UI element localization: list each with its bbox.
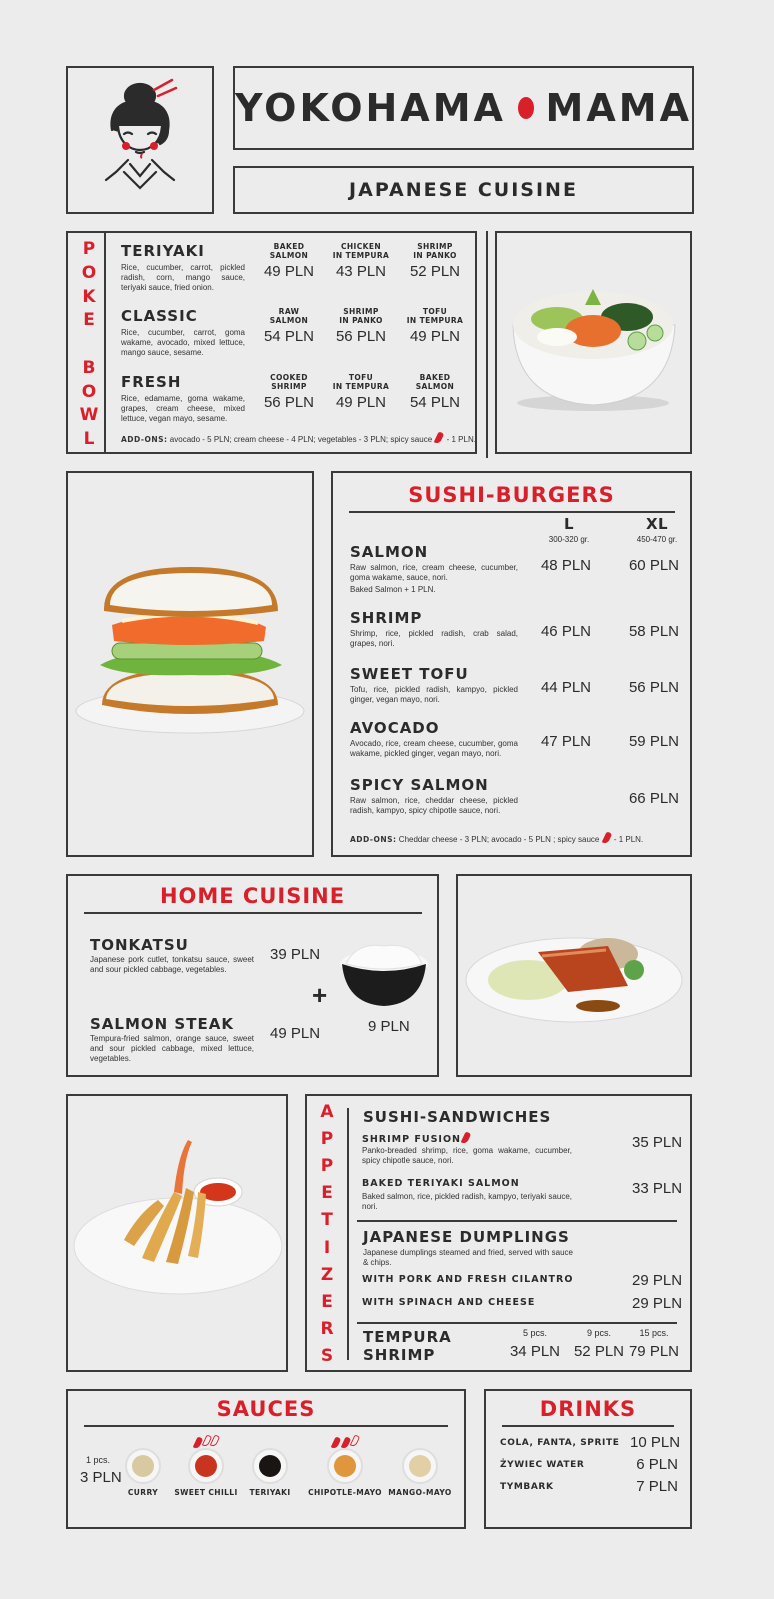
size-xl-label: XL (645, 515, 669, 533)
subtitle-box (233, 166, 694, 214)
drink-price: 7 PLN (636, 1478, 678, 1495)
vertical-letter: K (82, 286, 96, 307)
poke-option-label1: BAKED (273, 242, 305, 251)
home-item-name: TONKATSU (90, 936, 189, 954)
poke-option-price: 54 PLN (263, 328, 315, 345)
vertical-letter: W (79, 405, 99, 426)
drink-price: 6 PLN (636, 1456, 678, 1473)
drinks-title: DRINKS (539, 1397, 637, 1421)
spicy-level-icon (186, 1432, 226, 1451)
sandwich-desc: Panko-breaded shrimp, rice, goma wakame, cucumber, spicy chipotle sauce, nori. (362, 1146, 572, 1165)
tempura-shrimp-image (68, 1096, 286, 1370)
poke-item-desc: Rice, cucumber, carrot, goma wakame, avocado, mixed lettuce, mango sauce, sesame. (121, 328, 245, 357)
vertical-letter: P (320, 1156, 334, 1177)
size-l-weight: 300-320 gr. (548, 535, 590, 544)
poke-option-label2: SALMON (415, 382, 455, 391)
poke-option-label1: TOFU (422, 307, 448, 316)
tempura-qty: 15 pcs. (639, 1328, 669, 1338)
drink-name: TYMBARK (500, 1482, 554, 1492)
home-item-price: 49 PLN (270, 1025, 321, 1042)
sauce-cup-icon (402, 1448, 438, 1484)
sushi-burgers-title-rule (349, 511, 675, 513)
rice-bowl-image (336, 938, 432, 1012)
sauces-title-rule (84, 1425, 448, 1427)
sauce-name: MANGO-MAYO (388, 1488, 452, 1497)
vertical-letter: E (321, 1183, 333, 1204)
poke-option-label1: COOKED (270, 373, 308, 382)
poke-option-label2: IN PANKO (339, 316, 383, 325)
burger-item-desc: Tofu, rice, pickled radish, kampyo, pickled ginger, vegan mayo, nori. (350, 685, 518, 704)
poke-option-label2: SALMON (269, 251, 309, 260)
poke-bowl-image (497, 233, 690, 452)
drink-name: ŻYWIEC WATER (500, 1460, 585, 1470)
rice-price: 9 PLN (368, 1018, 410, 1035)
poke-option-price: 56 PLN (263, 394, 315, 411)
poke-item-desc: Rice, edamame, goma wakame, grapes, cream cheese, mixed lettuce, vegan mayo, sesame. (121, 394, 245, 423)
burger-item-desc: Shrimp, rice, pickled radish, crab salad, grapes, nori. (350, 629, 518, 648)
poke-option-label1: SHRIMP (417, 242, 453, 251)
burger-price-l: 44 PLN (540, 679, 592, 696)
poke-option-label2: IN TEMPURA (332, 382, 390, 391)
vertical-letter: Z (320, 1264, 334, 1285)
sushi-sandwiches-title: SUSHI-SANDWICHES (363, 1108, 552, 1126)
dumpling-name: WITH PORK AND FRESH CILANTRO (362, 1274, 574, 1285)
vertical-letter: E (83, 310, 95, 331)
poke-option-label1: TOFU (348, 373, 374, 382)
logo-box (66, 66, 214, 214)
chili-icon (434, 431, 445, 444)
size-l-label: L (563, 515, 575, 533)
salmon-steak-image (458, 876, 690, 1075)
sauces-title: SAUCES (216, 1397, 316, 1421)
poke-option-label2: IN TEMPURA (332, 251, 390, 260)
chili-icon (331, 1436, 342, 1449)
chili-icon (601, 831, 612, 844)
vertical-letter: S (320, 1345, 334, 1366)
sandwich-name (362, 1178, 520, 1189)
geisha-logo-icon (68, 68, 212, 212)
poke-option-label2: IN TEMPURA (406, 316, 464, 325)
home-item-price: 39 PLN (270, 946, 321, 963)
poke-option-label2: SHRIMP (271, 382, 307, 391)
tempura-price: 52 PLN (573, 1343, 625, 1360)
poke-option-label2: IN PANKO (413, 251, 457, 260)
sauce-fill (259, 1455, 281, 1477)
vertical-letter (86, 334, 92, 354)
sauce-cup-icon (188, 1448, 224, 1484)
shrimp-image-box (66, 1094, 288, 1372)
poke-divider (104, 233, 106, 452)
burger-item-name: SHRIMP (350, 609, 423, 627)
sauce-name: CURRY (127, 1488, 159, 1497)
sauce-fill (195, 1455, 217, 1477)
sauces-qty: 1 pcs. (86, 1455, 111, 1465)
sandwich-name-text: SHRIMP FUSION (362, 1134, 461, 1145)
appetizers-divider (347, 1108, 349, 1360)
drinks-title-rule (502, 1425, 674, 1427)
poke-bowl-image-box (495, 231, 692, 454)
sauce-name: CHIPOTLE-MAYO (308, 1488, 382, 1497)
cuisine-subtitle: JAPANESE CUISINE (349, 179, 578, 201)
tempura-title-line2: SHRIMP (363, 1346, 436, 1364)
vertical-letter: P (82, 239, 96, 259)
dumpling-name: WITH SPINACH AND CHEESE (362, 1297, 536, 1308)
drink-price: 10 PLN (630, 1434, 681, 1451)
brand-name-right: MAMA (545, 86, 692, 130)
chili-icon (350, 1434, 361, 1447)
sauce-fill (334, 1455, 356, 1477)
vertical-letter: B (82, 357, 96, 378)
home-item-desc: Tempura-fried salmon, orange sauce, sweet and sour pickled cabbage, mixed lettuce, vegetables. (90, 1034, 254, 1063)
dumpling-price: 29 PLN (632, 1272, 683, 1289)
poke-item-desc: Rice, cucumber, carrot, pickled radish, corn, mango sauce, teriyaki sauce, fried onion. (121, 263, 245, 292)
burger-price-xl: 60 PLN (628, 557, 680, 574)
burger-price-xl: 59 PLN (628, 733, 680, 750)
poke-option-label1: CHICKEN (340, 242, 382, 251)
vertical-letter: O (81, 381, 97, 402)
dumplings-desc: Japanese dumplings steamed and fried, served with sauce & chips. (363, 1248, 573, 1267)
poke-option-price: 49 PLN (335, 394, 387, 411)
burger-item-desc: Avocado, rice, cream cheese, cucumber, goma wakame, pickled ginger, vegan mayo, nori. (350, 739, 518, 758)
poke-item-name: TERIYAKI (121, 242, 205, 260)
dumpling-price: 29 PLN (632, 1295, 683, 1312)
poke-option-label1: RAW (278, 307, 300, 316)
salmon-image-box (456, 874, 692, 1077)
sauce-fill (409, 1455, 431, 1477)
sandwich-price: 33 PLN (632, 1180, 683, 1197)
home-cuisine-title: HOME CUISINE (159, 884, 346, 908)
vertical-letter: T (321, 1210, 333, 1231)
vertical-letter: O (81, 262, 97, 283)
brand-box (233, 66, 694, 150)
vertical-letter: L (83, 429, 95, 449)
poke-option-price: 43 PLN (335, 263, 387, 280)
sandwich-price: 35 PLN (632, 1134, 683, 1151)
vertical-letter: I (323, 1237, 331, 1258)
appetizers-vertical-label (313, 1102, 341, 1366)
vertical-letter: A (320, 1102, 334, 1122)
burger-price-l: 46 PLN (540, 623, 592, 640)
poke-option-price: 56 PLN (335, 328, 387, 345)
poke-option-label2: SALMON (269, 316, 309, 325)
sandwiches-rule (357, 1220, 677, 1222)
sandwich-name-text: BAKED TERIYAKI SALMON (362, 1178, 520, 1189)
vertical-letter: R (320, 1318, 334, 1339)
vertical-letter: E (321, 1291, 333, 1312)
sushi-burger-image (68, 473, 312, 855)
drink-name: COLA, FANTA, SPRITE (500, 1438, 620, 1448)
burger-item-name: AVOCADO (350, 719, 440, 737)
poke-bowl-vertical-label (76, 239, 102, 449)
dumplings-rule (357, 1322, 677, 1324)
tempura-title-line1: TEMPURA (363, 1328, 452, 1346)
poke-item-name: CLASSIC (121, 307, 198, 325)
burger-addons: ADD-ONS: Cheddar cheese - 3 PLN; avocado - 5 PLN ; spicy sauce - 1 PLN. (350, 832, 643, 844)
sauce-cup-icon (125, 1448, 161, 1484)
brand-name-left: YOKOHAMA (235, 86, 506, 130)
home-item-name: SALMON STEAK (90, 1015, 234, 1033)
burger-item-extra: Baked Salmon + 1 PLN. (350, 585, 436, 594)
vertical-letter: P (320, 1129, 334, 1150)
chili-icon (461, 1131, 472, 1144)
burger-price-l: 48 PLN (540, 557, 592, 574)
sandwich-name (362, 1132, 471, 1145)
sauce-name: TERIYAKI (249, 1488, 291, 1497)
poke-option-price: 52 PLN (409, 263, 461, 280)
burger-item-name: SPICY SALMON (350, 776, 489, 794)
burger-item-name: SWEET TOFU (350, 665, 469, 683)
tempura-qty: 9 pcs. (586, 1328, 611, 1338)
poke-addons: ADD-ONS: avocado - 5 PLN; cream cheese - 4 PLN; vegetables - 3 PLN; spicy sauce - 1 PLN. (121, 432, 476, 444)
spicy-level-icon (325, 1432, 365, 1451)
sauce-name: SWEET CHILLI (174, 1488, 238, 1497)
poke-option-price: 49 PLN (263, 263, 315, 280)
poke-option-price: 49 PLN (409, 328, 461, 345)
sauce-cup-icon (252, 1448, 288, 1484)
tempura-price: 34 PLN (509, 1343, 561, 1360)
burger-price-xl: 56 PLN (628, 679, 680, 696)
burger-price-xl: 66 PLN (628, 790, 680, 807)
burger-item-desc: Raw salmon, rice, cream cheese, cucumber, goma wakame, sauce, nori. (350, 563, 518, 582)
home-item-desc: Japanese pork cutlet, tonkatsu sauce, sweet and sour pickled cabbage, vegetables. (90, 955, 254, 974)
sauce-cup-icon (327, 1448, 363, 1484)
dumplings-title: JAPANESE DUMPLINGS (363, 1228, 570, 1246)
poke-item-name: FRESH (121, 373, 182, 391)
tempura-price: 79 PLN (628, 1343, 680, 1360)
poke-side-line (486, 231, 488, 458)
burger-item-name: SALMON (350, 543, 429, 561)
poke-option-label1: SHRIMP (343, 307, 379, 316)
tempura-qty: 5 pcs. (522, 1328, 547, 1338)
sandwich-desc: Baked salmon, rice, pickled radish, kampyo, teriyaki sauce, nori. (362, 1192, 572, 1211)
sauce-fill (132, 1455, 154, 1477)
size-xl-weight: 450-470 gr. (636, 535, 678, 544)
plus-sign: + (312, 980, 328, 1010)
sauces-price: 3 PLN (80, 1469, 122, 1486)
poke-option-price: 54 PLN (409, 394, 461, 411)
burger-image-box (66, 471, 314, 857)
burger-price-l: 47 PLN (540, 733, 592, 750)
home-cuisine-title-rule (84, 912, 422, 914)
burger-price-xl: 58 PLN (628, 623, 680, 640)
brand-dot-icon (518, 97, 534, 119)
burger-item-desc: Raw salmon, rice, cheddar cheese, pickled radish, kampyo, spicy chipotle sauce, nori. (350, 796, 518, 815)
poke-option-label1: BAKED (419, 373, 451, 382)
sushi-burgers-title: SUSHI-BURGERS (408, 483, 615, 507)
